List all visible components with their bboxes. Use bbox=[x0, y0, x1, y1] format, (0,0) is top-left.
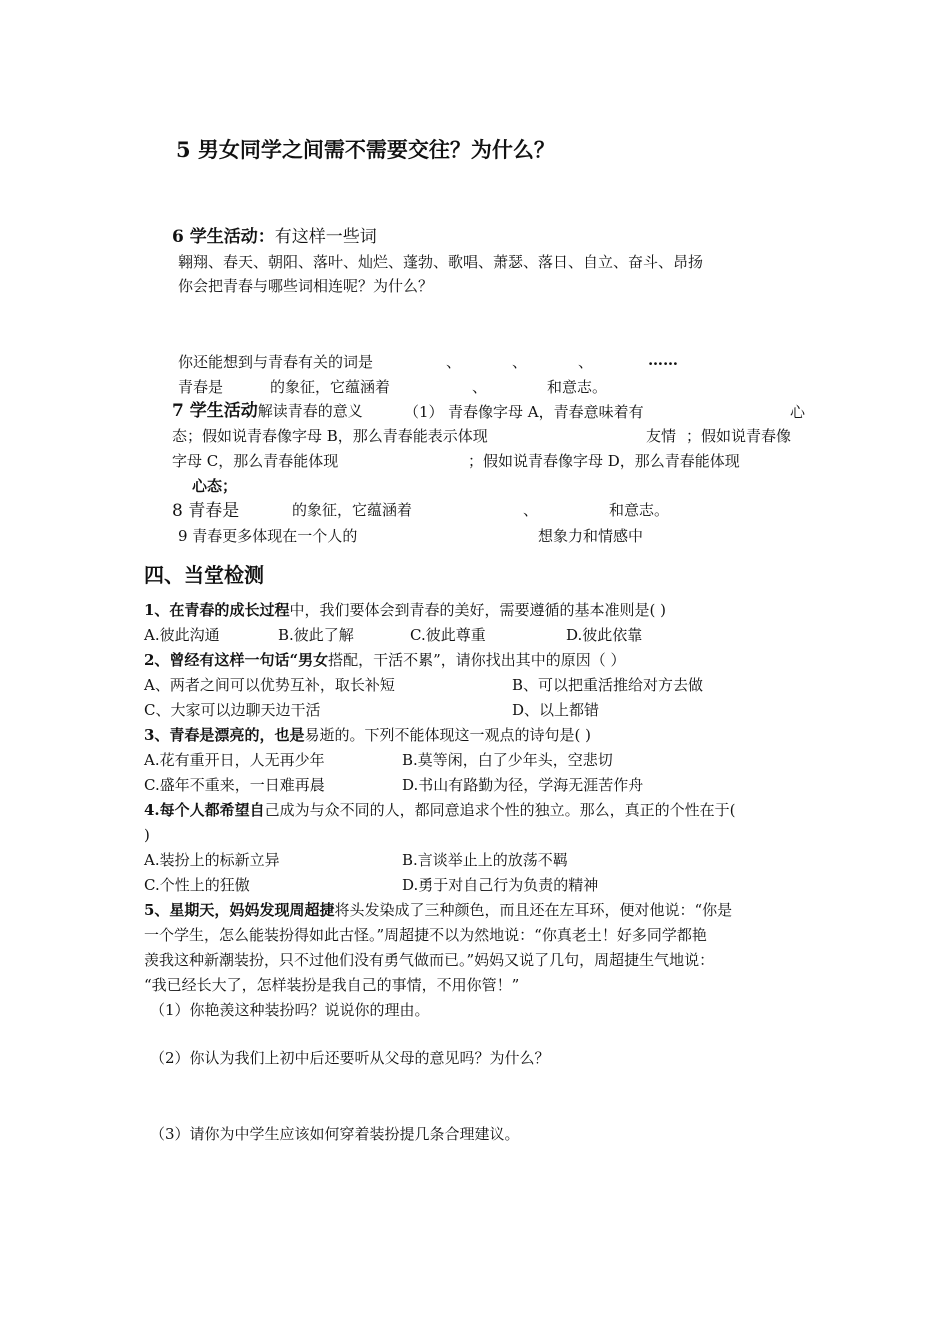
section-heading: 四、当堂检测 bbox=[144, 563, 264, 587]
sub-question-2: （2）你认为我们上初中后还要听从父母的意见吗？为什么？ bbox=[150, 1049, 550, 1067]
scenario-bold: 5、星期天，妈妈发现周超捷 bbox=[144, 901, 335, 919]
sub-question-3: （3）请你为中学生应该如何穿着装扮提几条合理建议。 bbox=[150, 1125, 520, 1143]
question-7-line-2: 态；假如说青春像字母 B，那么青春能表示体现 bbox=[172, 427, 488, 445]
mc-3-option-d: D.书山有路勤为径，学海无涯苦作舟 bbox=[402, 776, 644, 794]
question-9-start: 9 青春更多体现在一个人的 bbox=[178, 527, 358, 545]
scenario-line-3: 羡我这种新潮装扮，只不过他们没有勇气做而已。”妈妈又说了几句，周超捷生气地说： bbox=[144, 951, 715, 969]
word-list: 翱翔、春天、朝阳、落叶、灿烂、蓬勃、歌唱、萧瑟、落日、自立、奋斗、昂扬 bbox=[178, 253, 704, 271]
mc-1-text: 中，我们要体会到青春的美好，需要遵循的基本准则是( ) bbox=[289, 601, 666, 619]
scenario-line-4: “我已经长大了，怎样装扮是我自己的事情，不用你管！” bbox=[144, 976, 520, 994]
mc-3-option-c: C.盛年不重来，一日难再晨 bbox=[144, 776, 325, 794]
question-7-heart: 心 bbox=[790, 403, 806, 421]
question-6-label: 6 学生活动： bbox=[172, 227, 275, 247]
question-7-line-4: 心态； bbox=[192, 477, 238, 495]
mc-1-option-b: B.彼此了解 bbox=[278, 626, 354, 644]
question-7-line-2-end: ；假如说青春像 bbox=[686, 427, 792, 445]
ellipsis: …… bbox=[648, 351, 678, 369]
mc-4-question bbox=[144, 800, 736, 820]
mc-4-bold: 4.每个人都希望自 bbox=[144, 801, 265, 819]
blank-separator: 、 bbox=[523, 501, 539, 519]
question-8-end: 和意志。 bbox=[609, 501, 670, 519]
question-5-heading: 5 男女同学之间需不需要交往？为什么？ bbox=[176, 137, 555, 162]
symbol-line-middle: 的象征，它蕴涵着 bbox=[270, 378, 391, 396]
mc-3-bold: 3、青春是漂亮的，也是 bbox=[144, 726, 305, 744]
mc-3-question bbox=[144, 725, 591, 745]
mc-2-bold: 2、曾经有这样一句话“男女 bbox=[144, 651, 329, 669]
mc-1-bold: 1、在青春的成长过程 bbox=[144, 601, 290, 619]
blank-separator: 、 bbox=[578, 353, 594, 371]
mc-4-option-a: A.装扮上的标新立异 bbox=[144, 851, 280, 869]
mc-4-option-d: D.勇于对自己行为负责的精神 bbox=[402, 876, 599, 894]
blank-separator: 、 bbox=[512, 353, 528, 371]
mc-3-option-a: A.花有重开日，人无再少年 bbox=[144, 751, 325, 769]
mc-2-option-b: B、可以把重活推给对方去做 bbox=[512, 676, 704, 694]
blank-separator: 、 bbox=[446, 353, 462, 371]
mc-1-option-c: C.彼此尊重 bbox=[410, 626, 486, 644]
mc-2-option-c: C、大家可以边聊天边干活 bbox=[144, 701, 321, 719]
scenario-line-1 bbox=[144, 900, 732, 920]
scenario-text-1: 将头发染成了三种颜色，而且还在左耳环，便对他说：“你是 bbox=[334, 901, 733, 919]
question-7-number: （1） bbox=[404, 403, 444, 421]
question-8-start: 8 青春是 bbox=[172, 501, 240, 521]
mc-2-question bbox=[144, 650, 626, 670]
symbol-line-start: 青春是 bbox=[178, 378, 224, 396]
mc-1-option-d: D.彼此依靠 bbox=[566, 626, 643, 644]
symbol-line-end: 和意志。 bbox=[547, 378, 608, 396]
mc-4-close-paren: ) bbox=[144, 826, 150, 844]
related-words-prompt: 你还能想到与青春有关的词是 bbox=[178, 353, 374, 371]
question-6-prompt: 你会把青春与哪些词相连呢？为什么？ bbox=[178, 277, 434, 295]
scenario-line-2: 一个学生，怎么能装扮得如此古怪。”周超捷不以为然地说：“你真老土！好多同学都艳 bbox=[144, 926, 707, 944]
mc-1-question bbox=[144, 600, 666, 620]
question-9-end: 想象力和情感中 bbox=[538, 527, 644, 545]
question-8-middle: 的象征，它蕴涵着 bbox=[292, 501, 413, 519]
mc-3-option-b: B.莫等闲，白了少年头，空悲切 bbox=[402, 751, 613, 769]
mc-4-option-b: B.言谈举止上的放荡不羁 bbox=[402, 851, 568, 869]
mc-2-option-d: D、以上都错 bbox=[512, 701, 600, 719]
question-7-intro: 解读青春的意义 bbox=[257, 402, 363, 420]
question-6-intro: 有这样一些词 bbox=[274, 227, 377, 247]
question-7-friendship: 友情 bbox=[646, 427, 677, 445]
question-7-line-3: 字母 C，那么青春能体现 bbox=[172, 452, 339, 470]
mc-3-text: 易逝的。下列不能体现这一观点的诗句是( ) bbox=[304, 726, 591, 744]
mc-4-text: 己成为与众不同的人，都同意追求个性的独立。那么，真正的个性在于( bbox=[264, 801, 736, 819]
mc-2-text: 搭配，干活不累”，请你找出其中的原因（ ） bbox=[328, 651, 626, 669]
question-6-line bbox=[172, 226, 377, 248]
sub-question-1: （1）你艳羡这种装扮吗？说说你的理由。 bbox=[150, 1001, 430, 1019]
mc-4-option-c: C.个性上的狂傲 bbox=[144, 876, 250, 894]
question-7-letter-a: 青春像字母 A，青春意味着有 bbox=[448, 403, 644, 421]
question-7-line-3-end: ；假如说青春像字母 D，那么青春能体现 bbox=[468, 452, 740, 470]
question-7-line-1 bbox=[172, 400, 363, 422]
mc-2-option-a: A、两者之间可以优势互补，取长补短 bbox=[144, 676, 395, 694]
question-7-label: 7 学生活动 bbox=[172, 401, 258, 421]
blank-separator: 、 bbox=[472, 378, 488, 396]
mc-1-option-a: A.彼此沟通 bbox=[144, 626, 220, 644]
